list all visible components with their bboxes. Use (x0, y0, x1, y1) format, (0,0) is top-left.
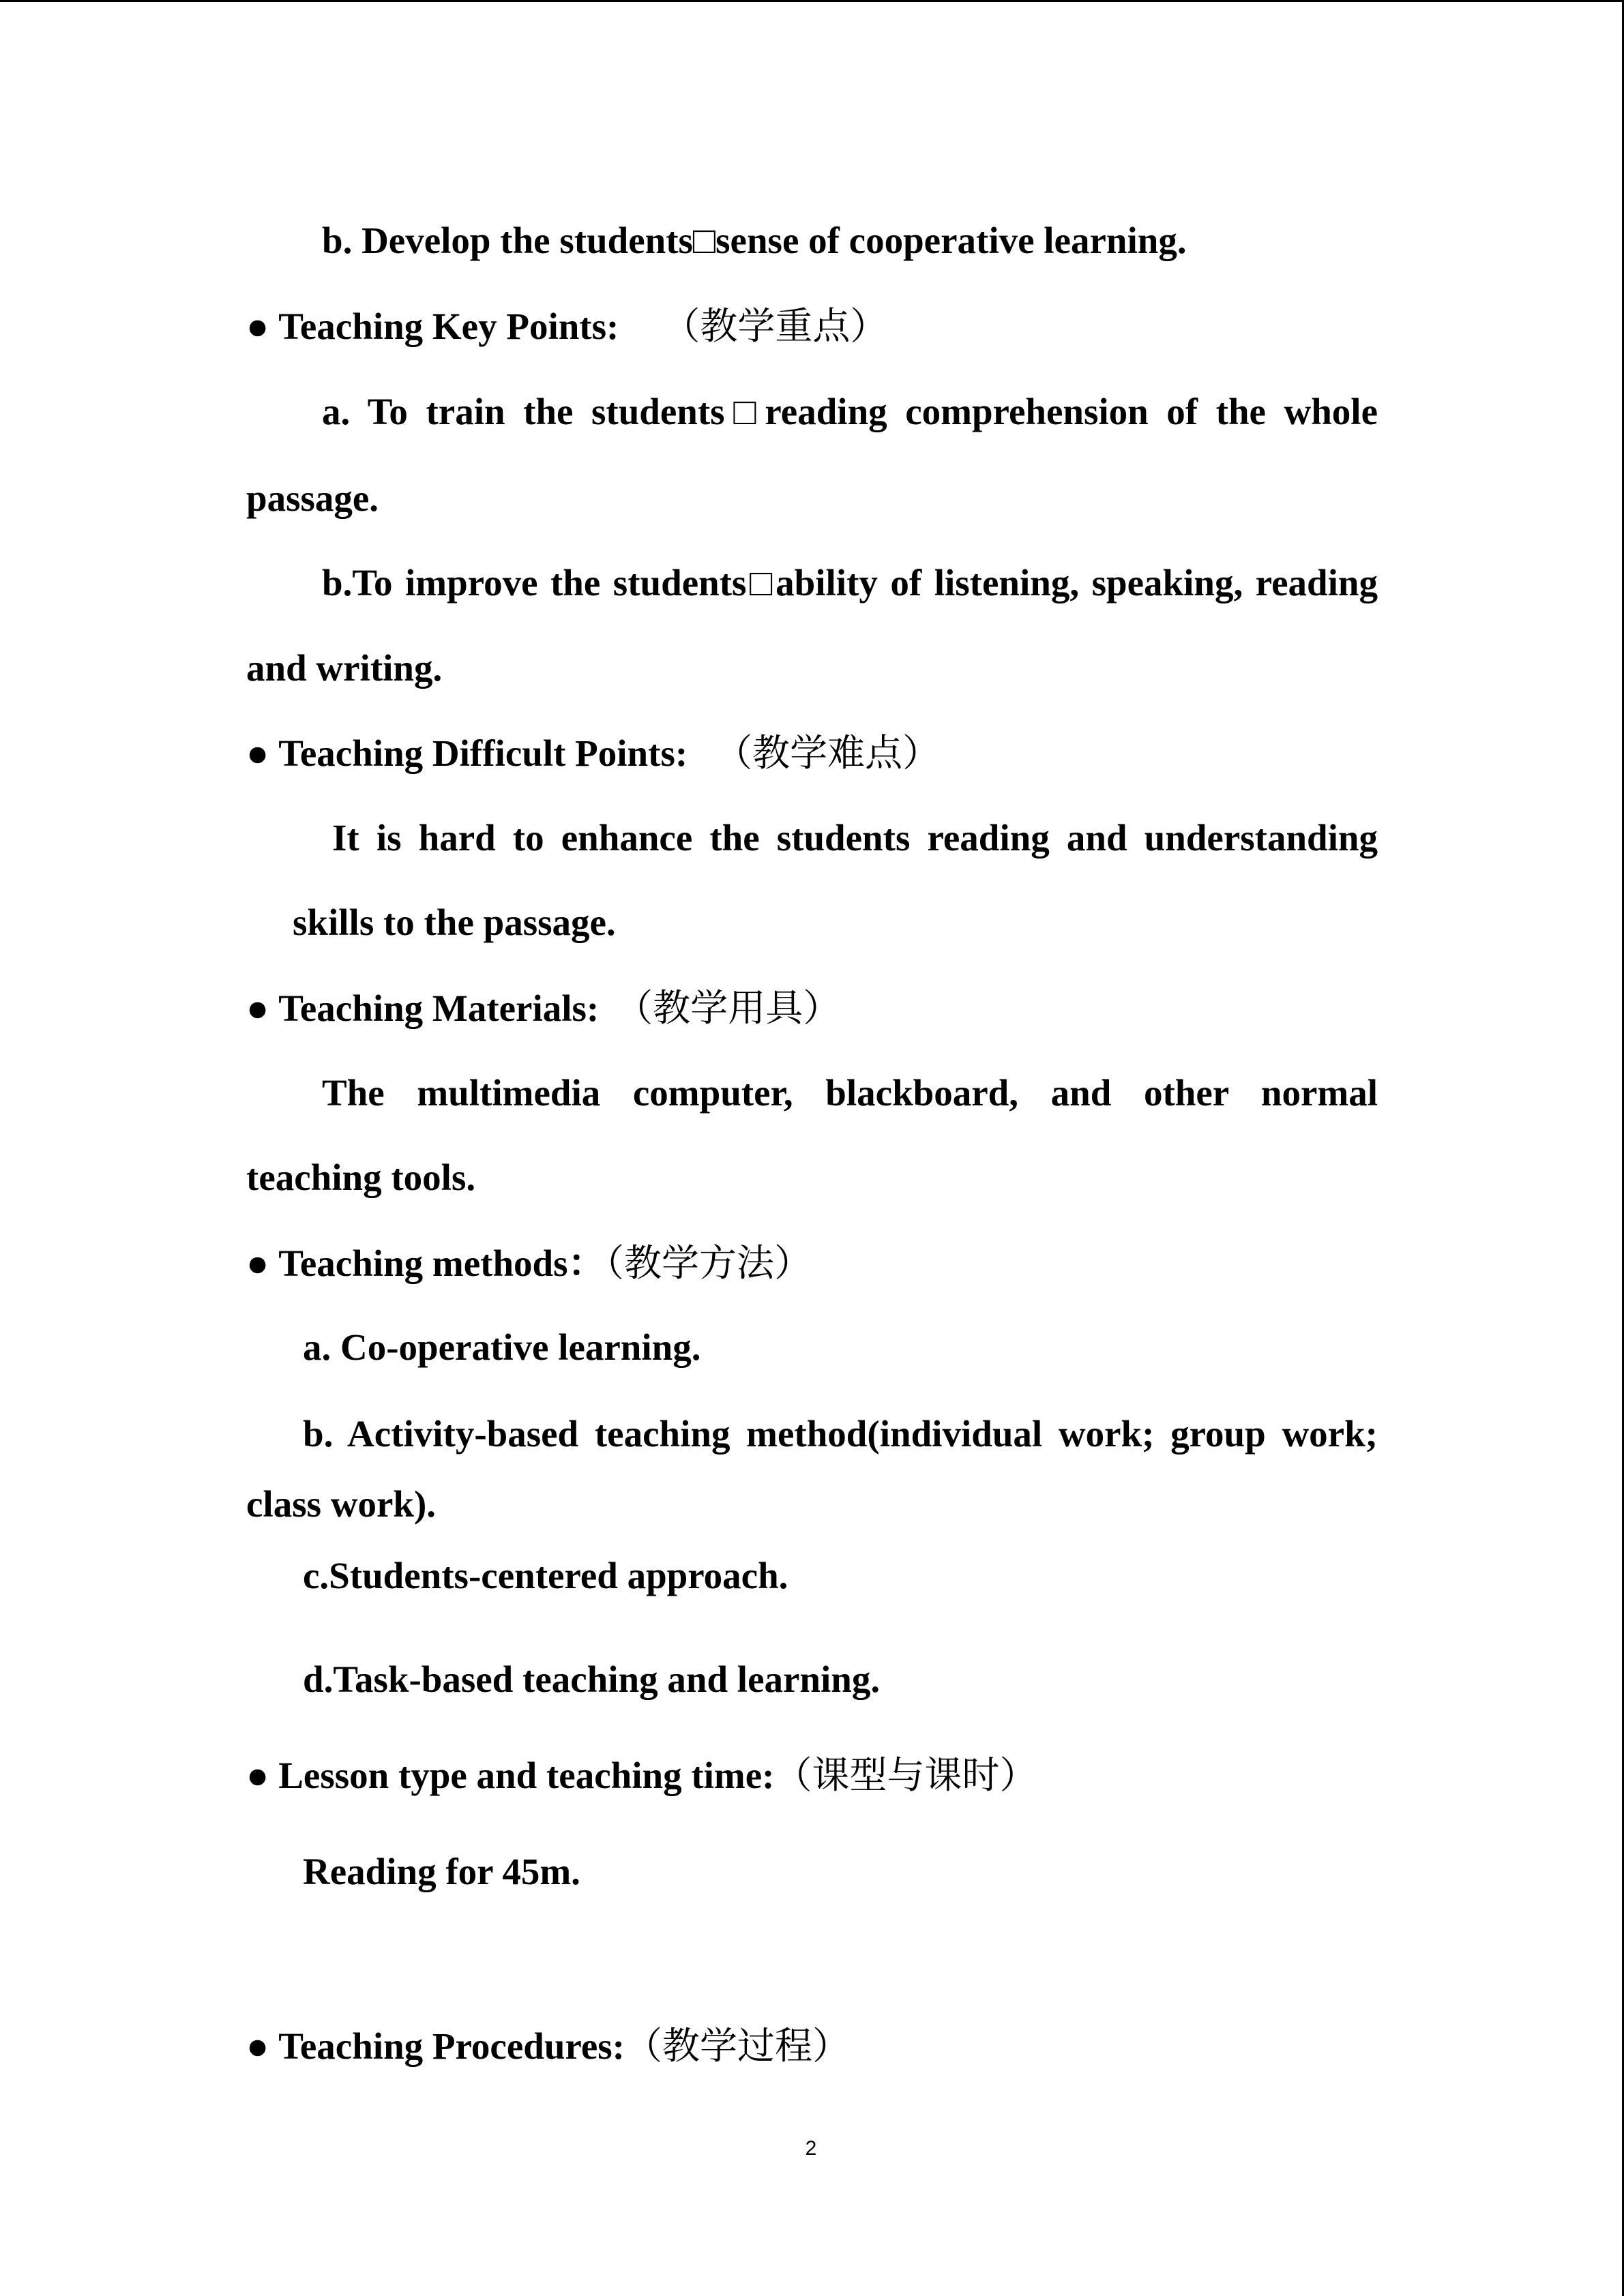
method-item-d: d.Task-based teaching and learning. (303, 1658, 881, 1700)
difficult-points-heading-label: Teaching Difficult Points: (278, 732, 688, 774)
difficult-point-line-1: It is hard to enhance the students reading and understanding (332, 817, 1378, 859)
key-points-heading-label: Teaching Key Points: (278, 305, 619, 347)
procedures-heading-cn: （教学过程） (624, 2024, 850, 2068)
lesson-type-heading-label: Lesson type and teaching time: (278, 1755, 775, 1796)
materials-heading (246, 984, 840, 1032)
method-item-c: c.Students-centered approach. (303, 1555, 788, 1596)
key-point-b-line-1: b.To improve the students□ability of listening, speaking, reading (322, 562, 1378, 603)
method-item-b-line-2: class work). (246, 1483, 437, 1525)
materials-line-2: teaching tools. (246, 1157, 476, 1198)
page-number: 2 (805, 2137, 817, 2160)
lesson-type-text: Reading for 45m. (303, 1851, 580, 1892)
materials-heading-label: Teaching Materials: (278, 987, 600, 1029)
method-item-b-line-1: b. Activity-based teaching method(individual work; group work; (303, 1413, 1378, 1455)
difficult-points-heading-cn: （教学难点） (715, 731, 941, 775)
lesson-type-heading-cn: （课型与课时） (774, 1753, 1037, 1797)
objective-item-b: b. Develop the students□sense of cooperative learning. (322, 220, 1187, 261)
bullet-icon: ● (246, 1242, 269, 1284)
methods-heading-label: Teaching methods： (278, 1242, 606, 1284)
procedures-heading (246, 2022, 850, 2070)
key-point-a-line-2: passage. (246, 477, 379, 519)
methods-heading (246, 1239, 812, 1287)
bullet-icon: ● (246, 2025, 269, 2067)
bullet-icon: ● (246, 987, 269, 1029)
materials-heading-cn: （教学用具） (615, 986, 841, 1030)
bullet-icon: ● (246, 305, 269, 347)
difficult-point-line-2: skills to the passage. (293, 901, 616, 943)
key-point-b-line-2: and writing. (246, 647, 443, 689)
difficult-points-heading (246, 729, 940, 777)
bullet-icon: ● (246, 1755, 269, 1796)
key-point-a-line-1: a. To train the students□reading comprehension of the whole (322, 391, 1378, 432)
bullet-icon: ● (246, 732, 269, 774)
procedures-heading-label: Teaching Procedures: (278, 2025, 625, 2067)
method-item-a: a. Co-operative learning. (303, 1326, 701, 1368)
materials-line-1: The multimedia computer, blackboard, and other normal (322, 1072, 1378, 1114)
key-points-heading-cn: （教学重点） (662, 304, 888, 348)
lesson-type-heading (246, 1751, 1037, 1799)
key-points-heading (246, 302, 887, 350)
methods-heading-cn: （教学方法） (605, 1241, 812, 1285)
